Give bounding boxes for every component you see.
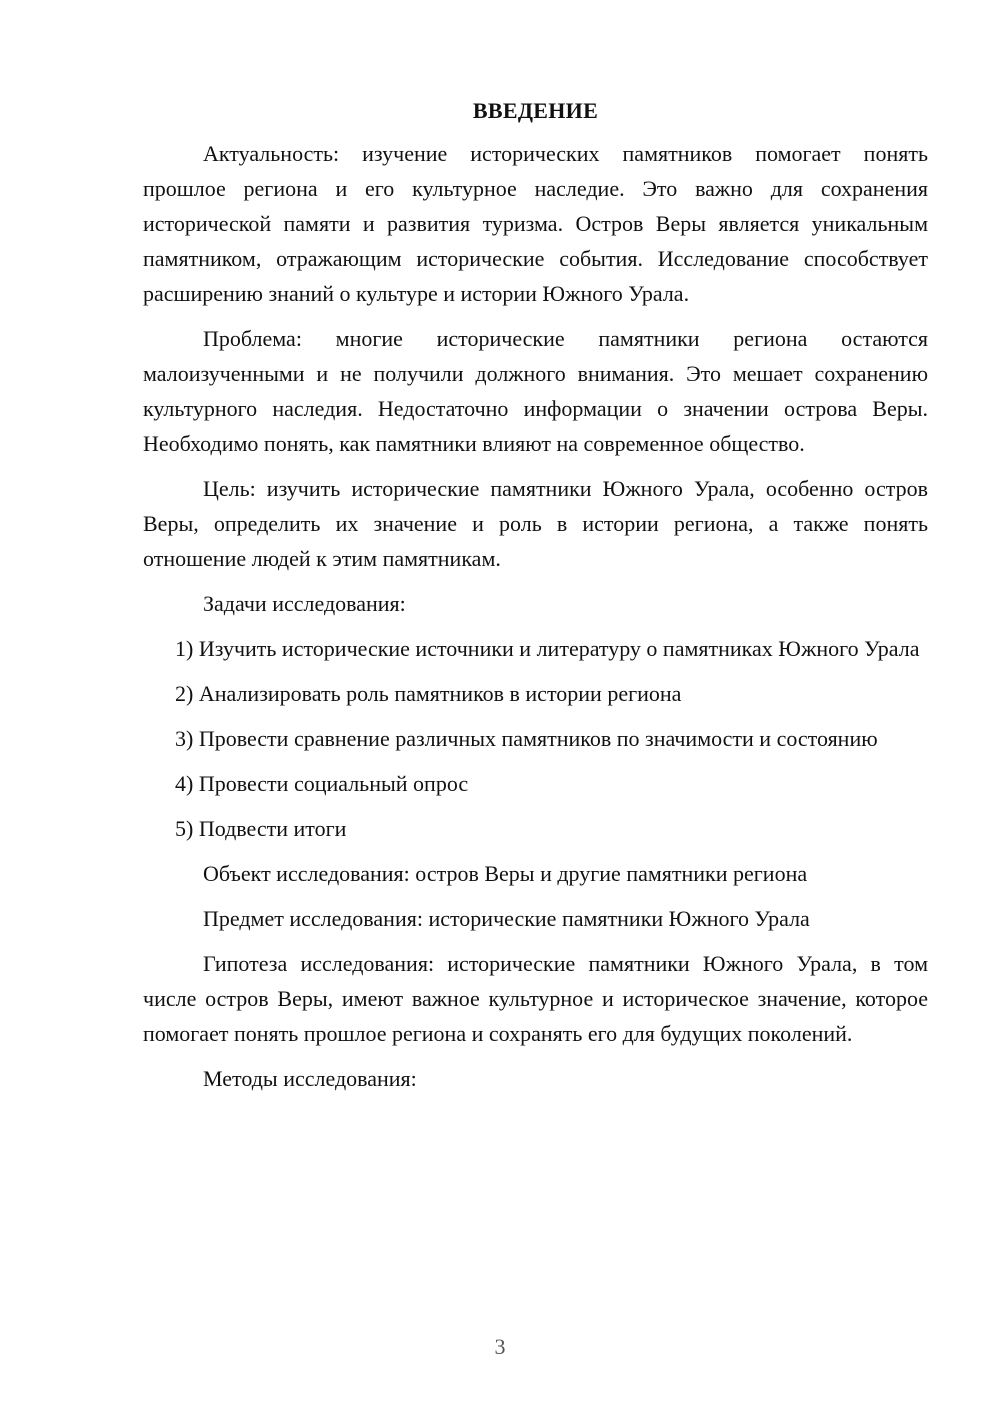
tasks-heading: Задачи исследования: bbox=[203, 591, 406, 616]
list-item: 5) Подвести итоги bbox=[175, 816, 347, 841]
list-item: 1) Изучить исторические источники и литературу о памятниках Южного Урала bbox=[175, 636, 920, 661]
paragraph-subject: Предмет исследования: исторические памятники Южного Урала bbox=[203, 906, 810, 931]
paragraph-methods: Методы исследования: bbox=[203, 1066, 417, 1091]
list-item: 3) Провести сравнение различных памятников по значимости и состоянию bbox=[175, 726, 878, 751]
paragraph-problem: Проблема: многие исторические памятники региона остаются малоизученными и не получили должного внимания. Это мешает сохранению культурного наследия. Недостаточно информации о значении острова Веры. Необходимо понять, как памятники влияют на современное общество. bbox=[143, 326, 928, 456]
document-page bbox=[143, 93, 928, 1106]
page-title: ВВЕДЕНИЕ bbox=[472, 98, 599, 123]
paragraph-object: Объект исследования: остров Веры и другие памятники региона bbox=[203, 861, 808, 886]
paragraph-hypothesis: Гипотеза исследования: исторические памятники Южного Урала, в том числе остров Веры, имеют важное культурное и историческое значение, которое помогает понять прошлое региона и сохранять его для будущих поколений. bbox=[143, 951, 928, 1046]
list-item: 4) Провести социальный опрос bbox=[175, 771, 469, 796]
paragraph-relevance: Актуальность: изучение исторических памятников помогает понять прошлое региона и его культурное наследие. Это важно для сохранения исторической памяти и развития туризма. Остров Веры является уникальным памятником, отражающим исторические события. Исследование способствует расширению знаний о культуре и истории Южного Урала. bbox=[143, 141, 928, 306]
paragraph-goal: Цель: изучить исторические памятники Южного Урала, особенно остров Веры, определить их значение и роль в истории региона, а также понять отношение людей к этим памятникам. bbox=[143, 476, 928, 571]
list-item: 2) Анализировать роль памятников в истории региона bbox=[175, 681, 682, 706]
page-number: 3 bbox=[494, 1334, 506, 1359]
